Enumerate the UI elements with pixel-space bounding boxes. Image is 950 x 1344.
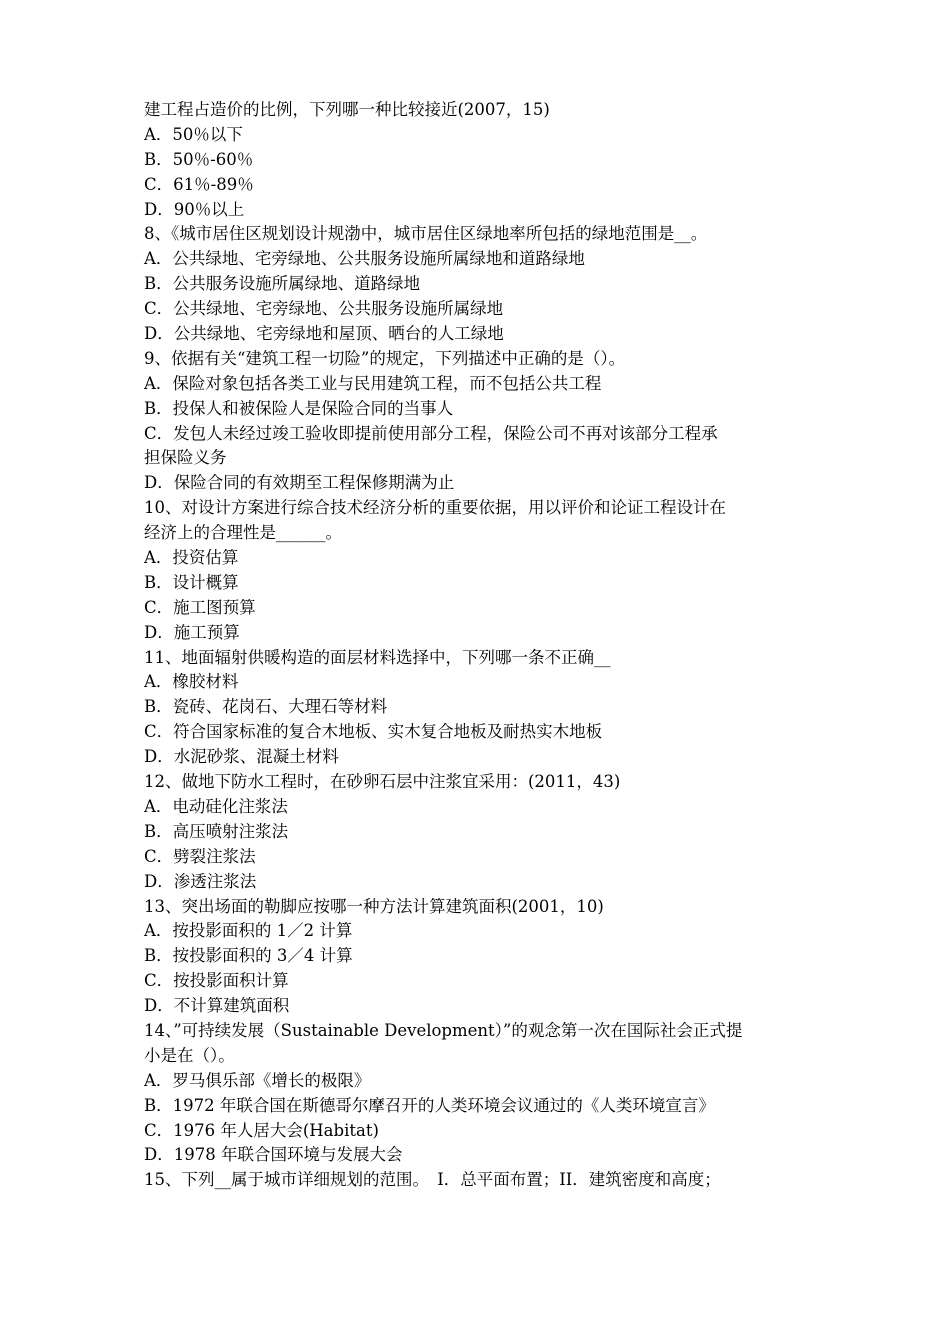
option-line: A．按投影面积的 1／2 计算	[144, 921, 353, 941]
option-line: A．50％以下	[144, 124, 243, 144]
option-line: B．50％-60％	[144, 149, 254, 169]
option-line: A．电动硅化注浆法	[144, 796, 288, 816]
question-line: 12、做地下防水工程时，在砂卵石层中注浆宜采用：(2011，43)	[144, 772, 621, 792]
option-line: D．不计算建筑面积	[144, 996, 290, 1016]
option-line: C．公共绿地、宅旁绿地、公共服务设施所属绿地	[144, 299, 504, 319]
option-line: C．61％-89％	[144, 174, 254, 194]
option-line: A．投资估算	[144, 548, 239, 568]
question-line-continuation: 小是在（）。	[144, 1045, 235, 1065]
question-line: 8、《城市居住区规划设计规渤中，城市居住区绿地率所包括的绿地范围是__。	[144, 224, 708, 244]
option-line: D．保险合同的有效期至工程保修期满为止	[144, 473, 455, 493]
option-line: A．橡胶材料	[144, 672, 239, 692]
document-page	[144, 98, 814, 1193]
option-line: B．瓷砖、花岗石、大理石等材料	[144, 697, 388, 717]
option-line: D．水泥砂浆、混凝土材料	[144, 747, 339, 767]
option-line: C．符合国家标准的复合木地板、实木复合地板及耐热实木地板	[144, 722, 603, 742]
question-line: 14、”可持续发展（Sustainable Development）”的观念第一次在国际社会正式提	[144, 1020, 743, 1040]
option-line: D．公共绿地、宅旁绿地和屋顶、晒台的人工绿地	[144, 324, 504, 344]
question-line: 9、依据有关“建筑工程一切险”的规定，下列描述中正确的是（）。	[144, 348, 626, 368]
question-line: 10、对设计方案进行综合技术经济分析的重要依据，用以评价和论证工程设计在	[144, 498, 726, 518]
option-line-continuation: 担保险义务	[144, 448, 227, 468]
option-line: D．施工预算	[144, 622, 240, 642]
option-line: B．按投影面积的 3／4 计算	[144, 946, 353, 966]
option-line: B．公共服务设施所属绿地、道路绿地	[144, 274, 421, 294]
text-line: 建工程占造价的比例，下列哪一种比较接近(2007，15)	[144, 100, 550, 119]
option-line: C．按投影面积计算	[144, 971, 289, 991]
question-line: 15、下列__属于城市详细规划的范围。 I．总平面布置；II．建筑密度和高度；	[144, 1170, 721, 1190]
question-line: 13、突出场面的勒脚应按哪一种方法计算建筑面积(2001，10)	[144, 896, 604, 916]
option-line: B．设计概算	[144, 572, 239, 592]
option-line: D．渗透注浆法	[144, 871, 257, 891]
option-line: C．发包人未经过竣工验收即提前使用部分工程，保险公司不再对该部分工程承	[144, 423, 718, 443]
option-line: D．90％以上	[144, 199, 245, 219]
option-line: D．1978 年联合国环境与发展大会	[144, 1145, 403, 1165]
option-line: C．劈裂注浆法	[144, 846, 256, 866]
option-line: A．罗马俱乐部《增长的极限》	[144, 1070, 371, 1090]
option-line: A．保险对象包括各类工业与民用建筑工程，而不包括公共工程	[144, 373, 602, 393]
option-line: B．高压喷射注浆法	[144, 821, 289, 841]
option-line: C．施工图预算	[144, 597, 256, 617]
option-line: C．1976 年人居大会(Habitat)	[144, 1120, 379, 1140]
question-line: 11、地面辐射供暖构造的面层材料选择中，下列哪一条不正确__	[144, 647, 611, 667]
option-line: B．投保人和被保险人是保险合同的当事人	[144, 398, 454, 418]
option-line: B．1972 年联合国在斯德哥尔摩召开的人类环境会议通过的《人类环境宣言》	[144, 1095, 715, 1115]
question-line-continuation: 经济上的合理性是______。	[144, 523, 342, 543]
option-line: A．公共绿地、宅旁绿地、公共服务设施所属绿地和道路绿地	[144, 249, 585, 269]
